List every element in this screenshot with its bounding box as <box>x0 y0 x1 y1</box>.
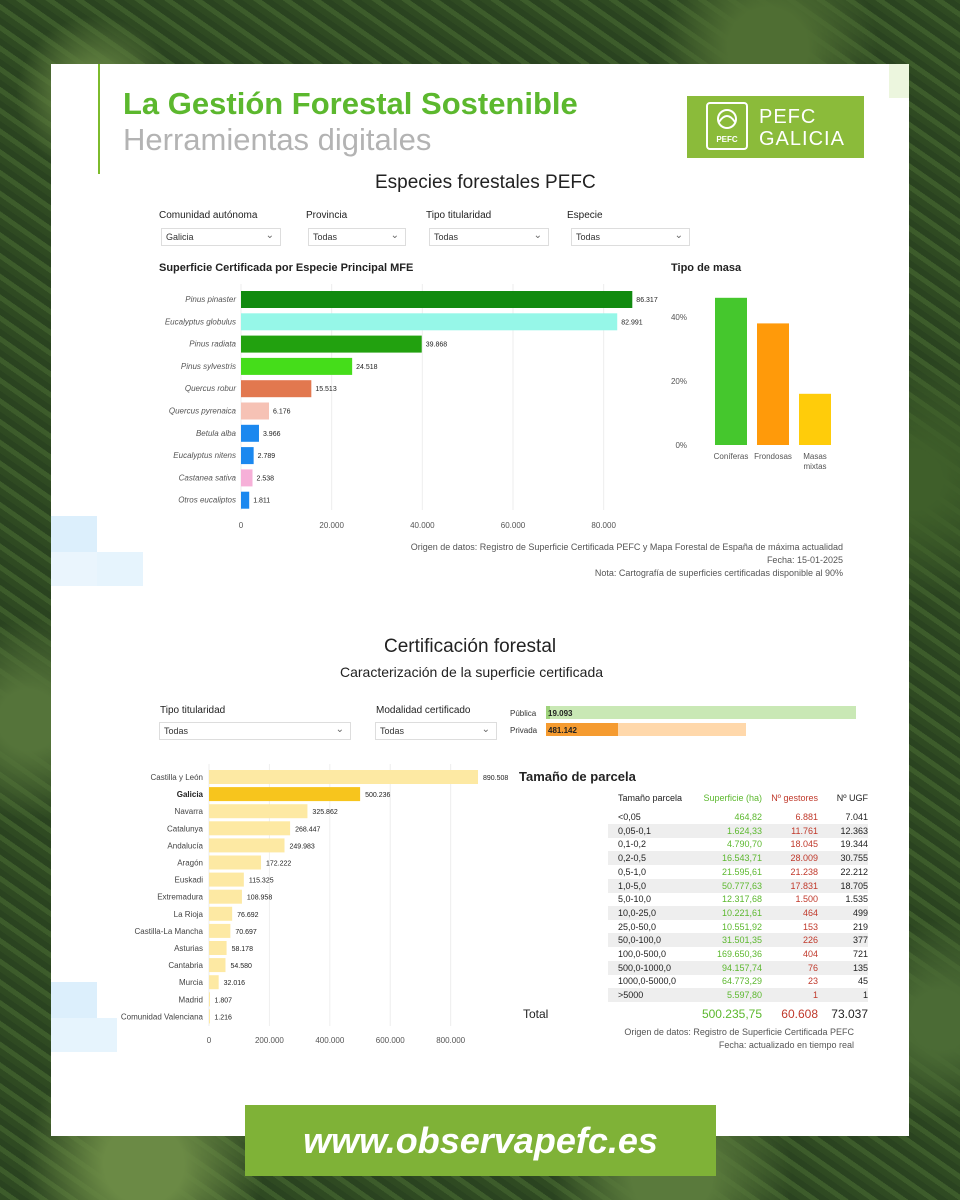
table-cell: 169.650,36 <box>716 949 762 959</box>
table-header-cell: Tamaño parcela <box>618 793 683 803</box>
bar <box>799 394 831 445</box>
page-subtitle: Herramientas digitales <box>123 122 432 157</box>
table-total-cell: 73.037 <box>831 1007 868 1021</box>
section-title-certification: Certificación forestal <box>384 636 557 657</box>
category-label: Murcia <box>178 978 203 988</box>
bar <box>209 804 307 818</box>
data-label: 3.966 <box>262 430 281 438</box>
data-label: 19.093 <box>548 709 573 718</box>
table-cell: 21.595,61 <box>721 866 762 877</box>
table-cell: 135 <box>852 962 868 973</box>
bar <box>209 941 227 955</box>
bar <box>757 323 789 445</box>
data-label: 115.325 <box>248 877 274 885</box>
table-cell: 1,0-5,0 <box>618 880 647 891</box>
data-label: 108.958 <box>246 894 273 902</box>
data-label: 2.538 <box>256 475 275 483</box>
bar <box>209 873 244 887</box>
table-row <box>608 851 868 865</box>
category-label: Andalucía <box>167 841 203 851</box>
table-cell: 226 <box>802 935 818 946</box>
x-tick-label: 600.000 <box>375 1036 405 1045</box>
table-cell: 1.624,33 <box>726 825 762 836</box>
ccaa-bar-chart <box>111 764 509 1054</box>
filter-provincia-value: Todas <box>313 232 338 242</box>
filter-titularidad-dropdown[interactable] <box>429 228 549 246</box>
category-label: Pinus radiata <box>189 339 236 349</box>
table-cell: 5,0-10,0 <box>618 894 652 905</box>
table-cell: 30.755 <box>840 853 868 864</box>
header-accent-line <box>98 64 100 174</box>
table-total-cell: 60.608 <box>781 1007 818 1021</box>
bar <box>209 787 360 801</box>
table-cell: 12.363 <box>840 825 868 836</box>
coverage-note: Nota: Cartografía de superficies certificadas disponible al 90% <box>594 568 843 578</box>
filter-label-especie: Especie <box>567 210 603 221</box>
table-cell: 1000,0-5000,0 <box>618 976 677 987</box>
table-cell: 464 <box>802 907 818 918</box>
table-cell: 18.705 <box>840 880 868 891</box>
category-label: Aragón <box>177 858 203 868</box>
bar <box>241 492 249 509</box>
category-label: Castilla y León <box>150 773 203 782</box>
bar <box>241 380 311 397</box>
bar <box>209 975 219 989</box>
table-cell: 50.777,63 <box>721 880 762 891</box>
bar <box>715 298 747 445</box>
section-title-species: Especies forestales PEFC <box>375 172 596 193</box>
species-bar-chart <box>151 284 671 539</box>
bar <box>209 821 290 835</box>
date-note-1: Fecha: 15-01-2025 <box>766 555 843 565</box>
chevron-down-icon: ⌄ <box>390 230 399 241</box>
x-tick-label: 60.000 <box>500 521 526 530</box>
table-cell: 0,5-1,0 <box>618 866 647 877</box>
filter-label-modalidad: Modalidad certificado <box>376 705 471 716</box>
data-label: 325.862 <box>312 809 338 817</box>
table-cell: 10.551,92 <box>721 921 762 932</box>
table-row <box>608 988 868 1002</box>
table-total-cell: Total <box>523 1007 549 1021</box>
category-label: mixtas <box>803 462 827 471</box>
data-label: 1.216 <box>214 1014 232 1022</box>
y-tick-label: 0% <box>675 441 687 450</box>
data-label: 172.222 <box>266 860 292 868</box>
data-label: 76.692 <box>237 911 259 919</box>
x-tick-label: 0 <box>206 1036 212 1045</box>
data-label: 268.447 <box>295 826 321 834</box>
category-label: Frondosas <box>754 452 792 461</box>
table-cell: 464,82 <box>734 812 762 822</box>
table-cell: 11.761 <box>791 825 818 836</box>
category-label: Pinus pinaster <box>185 295 236 304</box>
table-cell: 19.344 <box>840 839 868 850</box>
bar <box>241 447 254 464</box>
y-tick-label: 40% <box>670 313 687 322</box>
content-card <box>51 64 909 1136</box>
category-label: Catalunya <box>166 824 203 834</box>
table-row <box>608 947 868 961</box>
table-cell: 45 <box>857 976 868 987</box>
table-row <box>608 933 868 947</box>
table-row <box>608 824 868 838</box>
table-cell: <0,05 <box>618 812 641 822</box>
category-label: Asturias <box>174 944 203 953</box>
logo-text-pefc: PEFC <box>759 106 817 128</box>
bar <box>209 992 210 1006</box>
table-cell: 76 <box>807 962 818 973</box>
data-label: 2.789 <box>257 453 276 461</box>
table-cell: 153 <box>802 921 818 932</box>
x-tick-label: 200.000 <box>254 1036 284 1045</box>
table-row <box>608 810 868 824</box>
pefc-tree-icon: PEFC <box>706 102 748 150</box>
decorative-square <box>51 516 97 552</box>
filter-modalidad-value: Todas <box>380 726 405 736</box>
decorative-square <box>51 1018 117 1052</box>
table-row <box>608 865 868 879</box>
table-row <box>608 892 868 906</box>
filter-comunidad-value: Galicia <box>166 232 194 242</box>
chevron-down-icon: ⌄ <box>335 724 344 735</box>
data-label: 70.697 <box>235 928 257 936</box>
filter-comunidad-dropdown[interactable] <box>161 228 281 246</box>
table-header-cell: Superficie (ha) <box>703 793 762 803</box>
table-cell: 10,0-25,0 <box>618 907 657 918</box>
table-cell: 25,0-50,0 <box>618 921 657 932</box>
category-label: Coníferas <box>713 452 749 461</box>
chevron-down-icon: ⌄ <box>533 230 542 241</box>
table-cell: 10.221,61 <box>721 907 762 918</box>
decorative-square <box>51 552 97 586</box>
chevron-down-icon: ⌄ <box>674 230 683 241</box>
data-label: 1.807 <box>214 997 233 1005</box>
source-note-2: Origen de datos: Registro de Superficie Certificada PEFC <box>624 1027 854 1037</box>
bar <box>241 403 269 420</box>
masa-chart-title: Tipo de masa <box>671 262 742 274</box>
bar <box>209 890 242 904</box>
category-label: Cantabria <box>168 961 203 971</box>
titularidad-bar-chart <box>506 702 826 742</box>
table-cell: 12.317,68 <box>721 894 762 905</box>
data-label: 24.518 <box>356 363 378 371</box>
category-label: Castilla-La Mancha <box>134 926 203 936</box>
filter-modalidad-dropdown[interactable] <box>375 722 497 740</box>
filter-titularidad-value-2: Todas <box>164 726 189 736</box>
category-label: Eucalyptus globulus <box>164 317 236 327</box>
data-label: 32.016 <box>223 980 246 988</box>
section-subtitle-certification: Caracterización de la superficie certificada <box>340 664 604 680</box>
bar <box>241 358 352 375</box>
table-cell: 94.157,74 <box>721 962 762 973</box>
table-cell: 21.238 <box>790 866 818 877</box>
data-label: 54.580 <box>230 963 252 971</box>
table-cell: 7.041 <box>845 812 868 822</box>
data-label: 249.983 <box>289 843 315 851</box>
decorative-square <box>51 982 97 1018</box>
page-title: La Gestión Forestal Sostenible <box>123 86 578 121</box>
category-label: Comunidad Valenciana <box>120 1012 203 1022</box>
table-header-cell: Nº gestores <box>771 793 818 803</box>
category-label: Quercus robur <box>184 384 236 394</box>
table-total-row <box>523 1005 868 1019</box>
table-cell: 1.500 <box>795 894 818 905</box>
table-cell: 22.212 <box>840 866 868 877</box>
filter-especie-value: Todas <box>576 232 601 242</box>
data-label: 6.176 <box>272 408 291 416</box>
table-row <box>608 974 868 988</box>
category-label: Madrid <box>178 995 203 1005</box>
bar-background <box>546 706 856 719</box>
table-row <box>608 837 868 851</box>
data-label: 15.513 <box>315 386 337 394</box>
filter-label-comunidad: Comunidad autónoma <box>159 210 258 221</box>
table-cell: 4.790,70 <box>726 839 762 850</box>
category-label: Quercus pyrenaica <box>168 406 236 416</box>
table-cell: 0,05-0,1 <box>618 825 652 836</box>
table-cell: 18.045 <box>790 839 818 850</box>
bar <box>241 336 422 353</box>
category-label: Pública <box>510 709 537 718</box>
data-label: 86.317 <box>636 297 658 304</box>
bar <box>241 469 253 486</box>
category-label: Pinus sylvestris <box>180 361 236 371</box>
x-tick-label: 20.000 <box>319 521 344 530</box>
x-tick-label: 400.000 <box>315 1036 345 1045</box>
category-label: Otros eucaliptos <box>178 495 236 505</box>
logo-text-galicia: GALICIA <box>759 128 845 150</box>
date-note-2: Fecha: actualizado en tiempo real <box>718 1040 854 1050</box>
masa-bar-chart <box>661 284 841 484</box>
pefc-galicia-logo <box>687 96 864 158</box>
source-note-1: Origen de datos: Registro de Superficie Certificada PEFC y Mapa Forestal de España de máxima actualidad <box>410 542 843 552</box>
table-cell: 28.009 <box>790 853 818 864</box>
filter-titularidad-dropdown-2[interactable] <box>159 722 351 740</box>
category-label: Galicia <box>176 790 203 800</box>
table-cell: 23 <box>807 976 818 987</box>
y-tick-label: 20% <box>670 377 687 386</box>
table-cell: 1 <box>812 990 818 1001</box>
bar <box>209 770 478 784</box>
table-row <box>608 961 868 975</box>
x-tick-label: 0 <box>238 521 244 530</box>
table-cell: 50,0-100,0 <box>618 935 662 946</box>
filter-label-titularidad: Tipo titularidad <box>426 210 492 221</box>
data-label: 481.142 <box>548 726 577 735</box>
decorative-square <box>97 552 143 586</box>
table-cell: 16.543,71 <box>721 853 762 864</box>
data-label: 890.508 <box>483 775 509 782</box>
data-label: 82.991 <box>621 319 643 327</box>
table-cell: 0,1-0,2 <box>618 839 647 850</box>
table-cell: 31.501,35 <box>721 935 762 946</box>
category-label: Eucalyptus nitens <box>173 451 236 461</box>
category-label: Betula alba <box>195 428 236 438</box>
filter-provincia-dropdown[interactable] <box>308 228 406 246</box>
chevron-down-icon: ⌄ <box>265 230 274 241</box>
category-label: Masas <box>803 452 827 461</box>
table-cell: 721 <box>852 949 868 959</box>
table-row <box>608 920 868 934</box>
data-label: 58.178 <box>231 946 253 953</box>
species-chart-title: Superficie Certificada por Especie Principal MFE <box>159 262 414 274</box>
website-link[interactable]: www.observapefc.es <box>245 1105 716 1176</box>
table-cell: 404 <box>802 949 818 959</box>
table-cell: 1.535 <box>845 894 868 905</box>
x-tick-label: 40.000 <box>410 521 435 530</box>
data-label: 500.236 <box>365 792 391 800</box>
table-header-cell: Nº UGF <box>836 793 868 803</box>
bar <box>209 856 261 870</box>
filter-label-provincia: Provincia <box>306 210 348 221</box>
table-cell: >5000 <box>618 990 644 1001</box>
table-total-cell: 500.235,75 <box>701 1007 762 1021</box>
data-label: 1.811 <box>253 497 271 505</box>
table-cell: 5.597,80 <box>726 990 762 1001</box>
table-cell: 219 <box>852 921 868 932</box>
bar <box>209 838 285 852</box>
category-label: La Rioja <box>173 909 203 919</box>
table-row <box>608 906 868 920</box>
table-cell: 64.773,29 <box>721 976 762 987</box>
parcel-table-title: Tamaño de parcela <box>519 769 636 784</box>
table-cell: 6.881 <box>795 812 818 822</box>
bar <box>241 425 259 442</box>
bar <box>209 924 230 938</box>
data-label: 39.868 <box>425 341 448 349</box>
table-row <box>608 879 868 893</box>
filter-label-titularidad-2: Tipo titularidad <box>160 705 226 716</box>
table-cell: 0,2-0,5 <box>618 853 647 864</box>
category-label: Castanea sativa <box>178 473 236 483</box>
table-cell: 100,0-500,0 <box>618 949 667 959</box>
chevron-down-icon: ⌄ <box>481 724 490 735</box>
bar <box>209 1009 210 1023</box>
table-header-row <box>608 791 868 805</box>
category-label: Euskadi <box>174 875 203 885</box>
table-cell: 500,0-1000,0 <box>618 962 672 973</box>
table-cell: 17.831 <box>790 880 818 891</box>
x-tick-label: 800.000 <box>436 1036 466 1045</box>
table-cell: 499 <box>852 907 868 918</box>
filter-titularidad-value: Todas <box>434 232 459 242</box>
table-cell: 377 <box>852 935 868 946</box>
filter-especie-dropdown[interactable] <box>571 228 690 246</box>
table-cell: 1 <box>862 990 868 1001</box>
bar <box>209 958 225 972</box>
category-label: Navarra <box>174 807 203 817</box>
bar <box>241 291 632 308</box>
category-label: Privada <box>510 726 538 735</box>
category-label: Extremadura <box>157 892 203 902</box>
decorative-square <box>889 64 909 98</box>
x-tick-label: 80.000 <box>591 521 616 530</box>
bar <box>241 313 617 330</box>
bar <box>209 907 232 921</box>
